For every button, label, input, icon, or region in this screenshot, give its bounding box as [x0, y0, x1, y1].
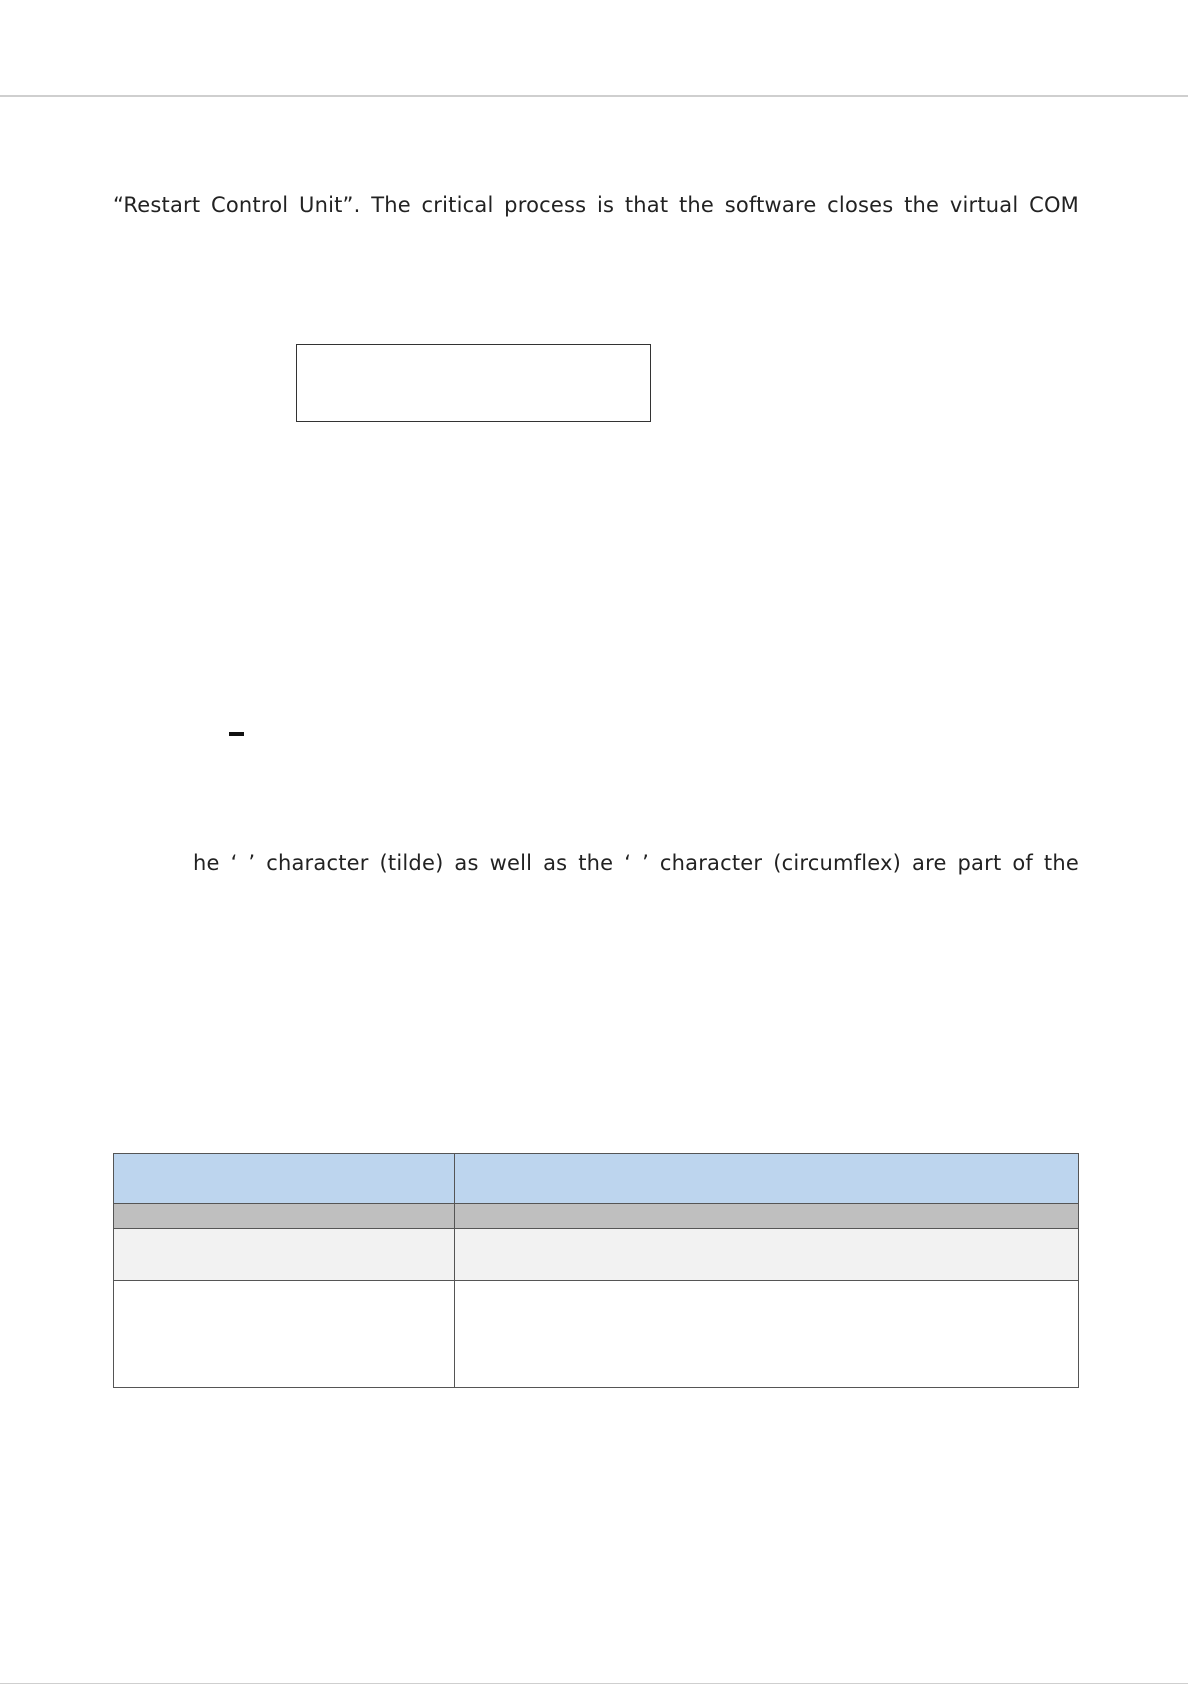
table-cell	[455, 1281, 1079, 1388]
table-subheader-row	[114, 1204, 1079, 1229]
dash-mark	[229, 732, 244, 736]
table-cell	[114, 1229, 455, 1281]
blank-figure-box	[296, 344, 651, 422]
table-cell	[455, 1204, 1079, 1229]
data-table	[113, 1153, 1079, 1388]
table-cell	[114, 1204, 455, 1229]
table-cell	[114, 1281, 455, 1388]
table-cell	[455, 1229, 1079, 1281]
table-header-cell	[114, 1154, 455, 1204]
header-rule	[0, 95, 1188, 97]
table-row	[114, 1281, 1079, 1388]
table-row	[114, 1229, 1079, 1281]
footer-rule	[0, 1683, 1188, 1684]
body-paragraph: “Restart Control Unit”. The critical process is that the software closes the virtual COM	[113, 193, 1079, 217]
table-header-row	[114, 1154, 1079, 1204]
body-paragraph-tilde-circumflex: he ‘ ’ character (tilde) as well as the ‘ ’ character (circumflex) are part of the	[193, 851, 1079, 875]
table-header-cell	[455, 1154, 1079, 1204]
